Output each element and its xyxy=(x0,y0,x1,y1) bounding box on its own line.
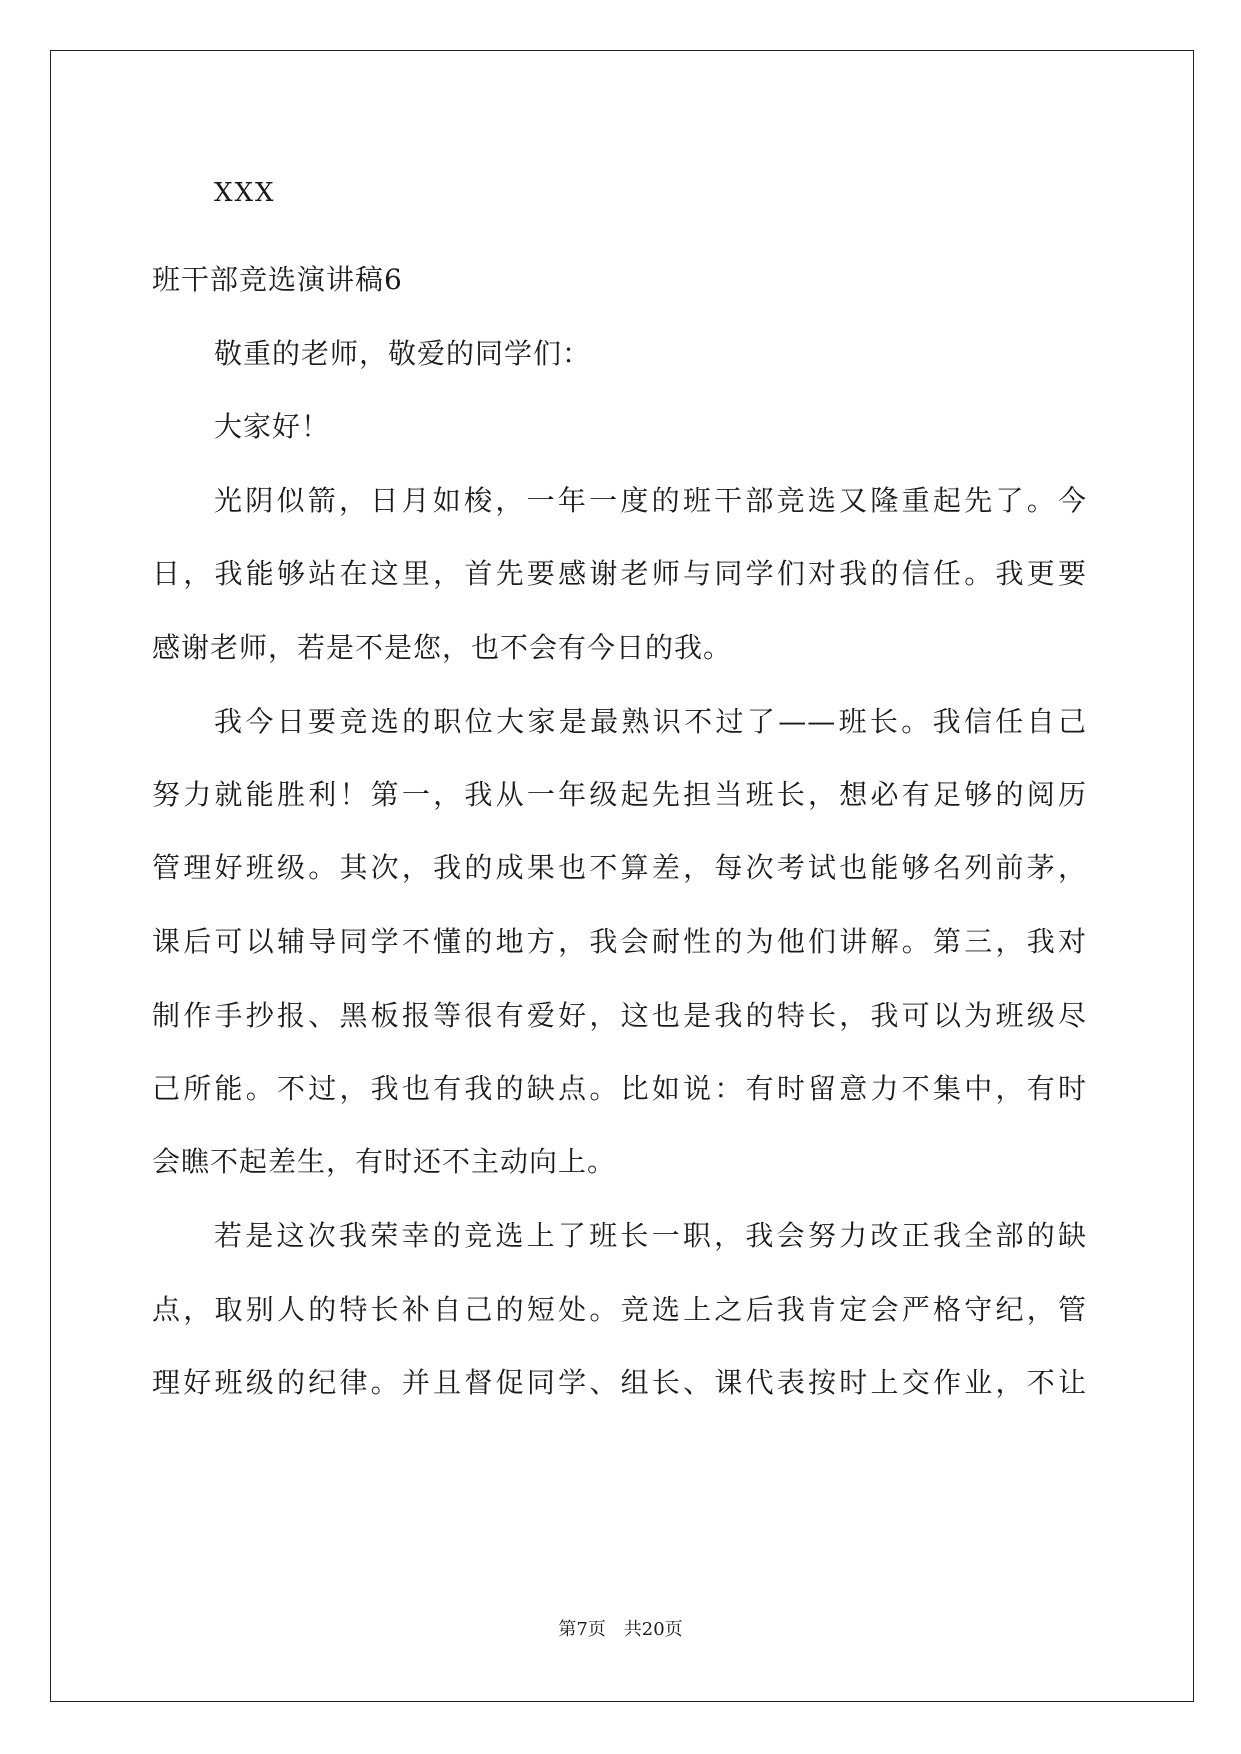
paragraph-line: 感谢老师，若是不是您，也不会有今日的我。 xyxy=(152,631,733,664)
document-title: 班干部竞选演讲稿6 xyxy=(152,263,403,296)
signature: XXX xyxy=(214,178,276,208)
page-prefix: 第 xyxy=(558,1619,577,1640)
page-mid: 页 共 xyxy=(587,1619,642,1640)
paragraph-line: 会瞧不起差生，有时还不主动向上。 xyxy=(152,1145,617,1178)
paragraph-line: 课后可以辅导同学不懂的地方，我会耐性的为他们讲解。第三，我对 xyxy=(152,925,1087,958)
paragraph-line: 日，我能够站在这里，首先要感谢老师与同学们对我的信任。我更要 xyxy=(152,557,1087,590)
greeting: 大家好！ xyxy=(214,410,331,443)
paragraph-line: 理好班级的纪律。并且督促同学、组长、课代表按时上交作业，不让 xyxy=(152,1366,1087,1399)
paragraph-line: 制作手抄报、黑板报等很有爱好，这也是我的特长，我可以为班级尽 xyxy=(152,999,1087,1032)
paragraph-line: 点，取别人的特长补自己的短处。竞选上之后我肯定会严格守纪，管 xyxy=(152,1293,1087,1326)
paragraph-line: 我今日要竞选的职位大家是最熟识不过了——班长。我信任自己 xyxy=(214,705,1087,738)
paragraph-line: 己所能。不过，我也有我的缺点。比如说：有时留意力不集中，有时 xyxy=(152,1072,1087,1105)
paragraph-line: 管理好班级。其次，我的成果也不算差，每次考试也能够名列前茅， xyxy=(152,851,1087,884)
page-current: 7 xyxy=(576,1619,588,1640)
page-number-footer xyxy=(0,1618,1241,1642)
paragraph-line: 若是这次我荣幸的竞选上了班长一职，我会努力改正我全部的缺 xyxy=(214,1219,1087,1252)
page-total: 20 xyxy=(641,1619,665,1640)
salutation: 敬重的老师，敬爱的同学们： xyxy=(214,337,592,370)
paragraph-line: 光阴似箭，日月如梭，一年一度的班干部竞选又隆重起先了。今 xyxy=(214,484,1087,517)
page-suffix: 页 xyxy=(664,1619,683,1640)
paragraph-line: 努力就能胜利！第一，我从一年级起先担当班长，想必有足够的阅历 xyxy=(152,778,1087,811)
